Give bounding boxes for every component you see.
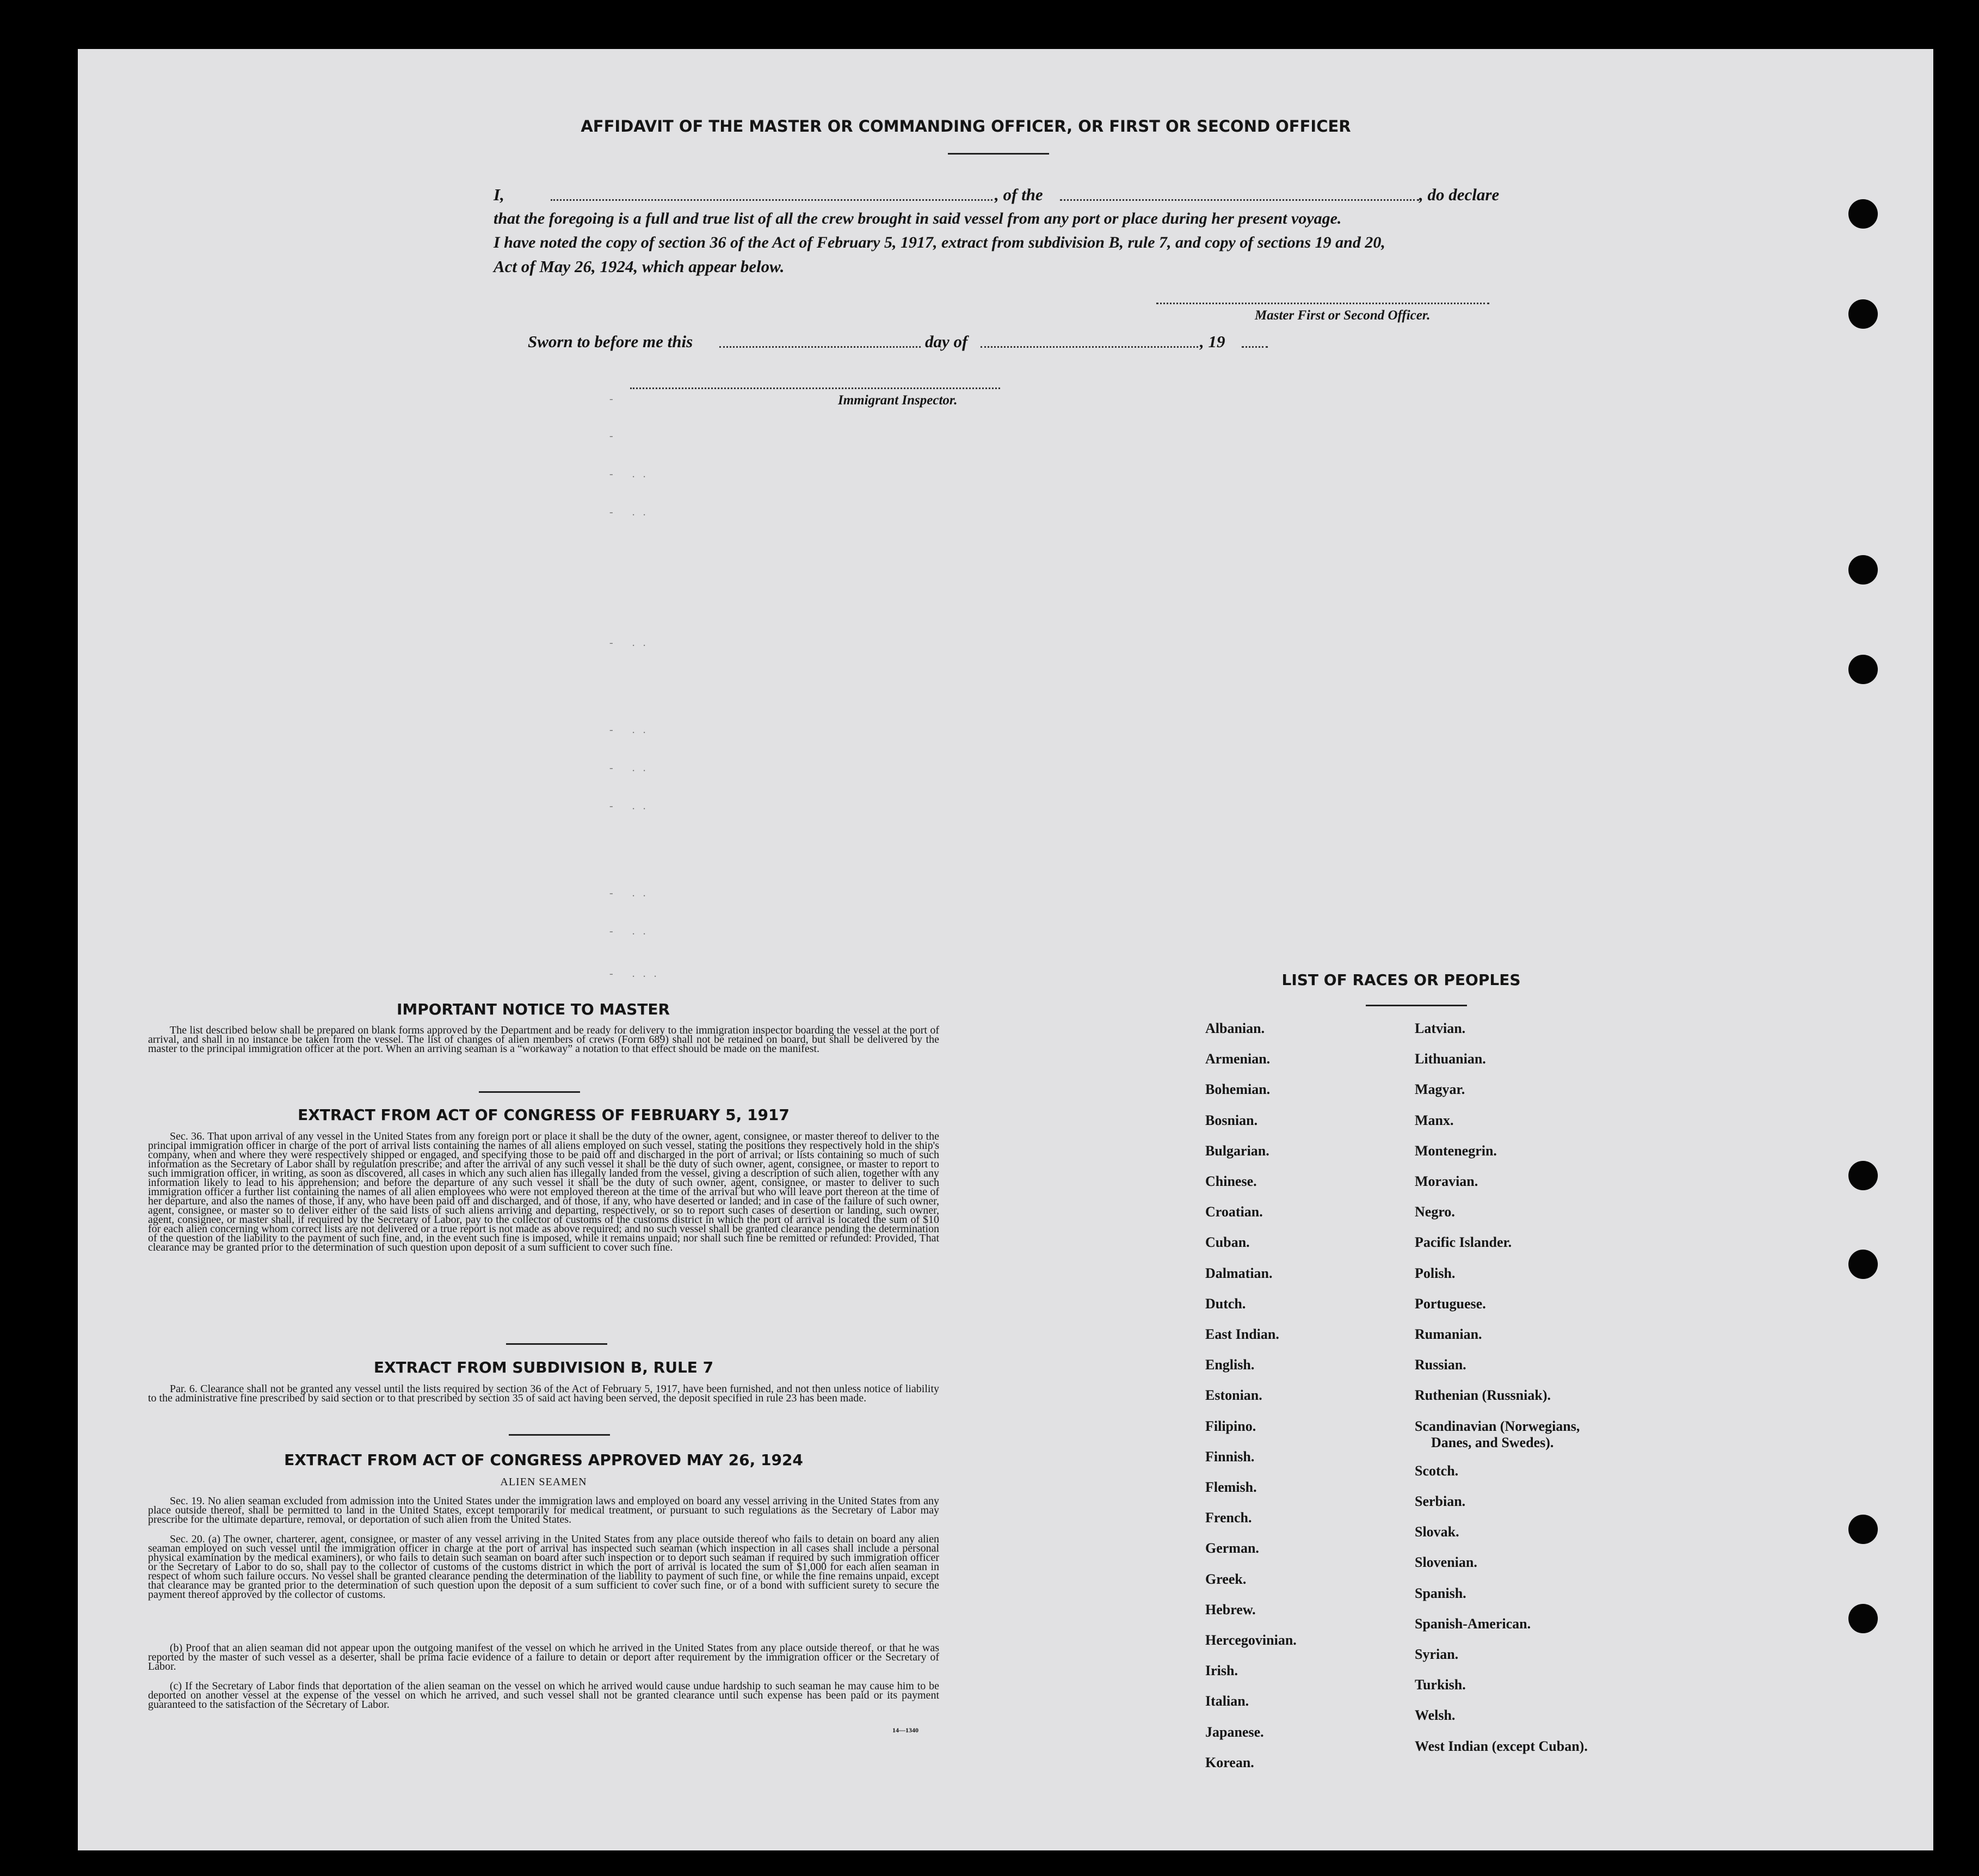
margin-mark: - . . (609, 887, 646, 899)
extract-1917-title: EXTRACT FROM ACT OF CONGRESS OF FEBRUARY 5, 1917 (298, 1106, 790, 1124)
extract-1917-body: Sec. 36. That upon arrival of any vessel in the United States from any foreign port or place it shall be the duty of the owner, agent, consignee, or master thereof to deliver to the principal immigration officer in charge of the port of arrival lists containing the names of all aliens employed on such vessel, stating the positions they respectively hold in the ship's company, when and where they were respectively shipped or engaged, and specifying those to be paid off and discharged in the port of arrival; or lists containing so much of such information as the Secretary of Labor shall by regulation prescribe; and after the arrival of any such vessel it shall be the duty of such owner, agent, consignee, or master to report to such immigration officer, in writing, as soon as discovered, all cases in which any such alien has illegally landed from the vessel, giving a description of such alien, together with any information likely to lead to his apprehension; and before the departure of any such vessel it shall be the duty of such owner, agent, consignee, or master to deliver to such immigration officer a further list containing the names of all alien employees who were not employed thereon at the time of the arrival but who will leave port thereon at the time of her departure, and also the names of those, if any, who have been paid off and discharged, and of those, if any, who have deserted or landed; and in case of the failure of such owner, agent, consignee, or master so to deliver either of the said lists of such aliens arriving and departing, respectively, or so to report such cases of desertion or landing, such owner, agent, consignee, or master shall, if required by the Secretary of Labor, pay to the collector of customs of the customs district in which the port of arrival is located the sum of $10 for each alien concerning whom correct lists are not delivered or a true report is not made as above required; and no such vessel shall be granted clearance pending the determination of the question of the liability to the payment of such fine, and, in the event such fine is imposed, while it remains unpaid; nor shall such fine be remitted or refunded: Provided, That clearance may be granted prior to the determination of such question upon deposit of a sum sufficient to cover such fine. (148, 1130, 939, 1253)
race-item: Portuguese. (1415, 1295, 1486, 1312)
extract-rule7-body: Par. 6. Clearance shall not be granted any vessel until the lists required by section 36 of the Act of February 5, 1917, have been furnished, and not then unless notice of liability to the administrative fine prescribed by said section or to that prescribed by section 35 of said act having been served, the deposit specified in rule 23 has been made. (148, 1383, 939, 1404)
race-item: English. (1205, 1357, 1255, 1373)
punch-hole (1848, 555, 1878, 585)
inspector-label: Immigrant Inspector. (838, 393, 958, 408)
race-item: Irish. (1205, 1663, 1238, 1679)
punch-hole (1848, 199, 1878, 229)
affidavit-declare: , do declare (1419, 185, 1500, 204)
race-item-continuation: Danes, and Swedes). (1431, 1434, 1554, 1450)
race-item: Hercegovinian. (1205, 1632, 1297, 1648)
affidavit-line3: I have noted the copy of section 36 of the Act of February 5, 1917, extract from subdivision B, rule 7, and copy of sections 19 and 20, (494, 233, 1385, 251)
notice-body: The list described below shall be prepared on blank forms approved by the Department and be ready for delivery to the immigration inspector boarding the vessel at the port of arrival, and shall in no instance be taken from the vessel. The list of changes of alien members of crews (Form 689) shall not be retained on board, but shall be delivered by the master to the principal immigration officer at the port. When an arriving seaman is a “workaway” a notation to that effect should be made on the manifest. (148, 1024, 939, 1055)
punch-hole (1848, 1604, 1878, 1633)
divider (479, 1091, 580, 1093)
margin-mark: - . . (609, 800, 646, 812)
race-item: Manx. (1415, 1112, 1454, 1128)
race-item: Negro. (1415, 1204, 1455, 1220)
name-field[interactable] (551, 199, 992, 201)
form-number: 14—1340 (892, 1726, 918, 1734)
punch-hole (1848, 299, 1878, 329)
sworn-text: Sworn to before me this (528, 332, 693, 351)
vessel-field[interactable] (1060, 199, 1419, 201)
race-item: German. (1205, 1540, 1259, 1557)
sworn-month-field[interactable] (981, 346, 1198, 348)
race-item: Cuban. (1205, 1234, 1250, 1251)
race-item: Finnish. (1205, 1448, 1255, 1465)
race-item: Bosnian. (1205, 1112, 1258, 1128)
race-item: Ruthenian (Russniak). (1415, 1387, 1551, 1404)
race-item: Chinese. (1205, 1173, 1257, 1189)
races-title: LIST OF RACES OR PEOPLES (1281, 971, 1521, 989)
divider (1366, 1005, 1467, 1006)
race-item: Serbian. (1415, 1493, 1466, 1509)
day-of-text: day of (925, 332, 968, 351)
race-item: Dutch. (1205, 1295, 1246, 1312)
race-item: Hebrew. (1205, 1601, 1256, 1617)
race-item: Bulgarian. (1205, 1142, 1269, 1159)
race-item: Scotch. (1415, 1462, 1459, 1479)
punch-hole (1848, 1515, 1878, 1544)
race-item: Italian. (1205, 1693, 1249, 1709)
margin-mark: - (609, 393, 613, 405)
race-item: Spanish-American. (1415, 1615, 1531, 1632)
master-label: Master First or Second Officer. (1255, 308, 1431, 323)
extract-1924-sec20b: (b) Proof that an alien seaman did not appear upon the outgoing manifest of the vessel on which he arrived in the United States from any place outside thereof, or that he was reported by the master of such vessel as a deserter, shall be prima facie evidence of a failure to detain or deport after requirement by the immigration officer or the Secretary of Labor. (148, 1642, 939, 1672)
margin-mark: - . . (609, 762, 646, 774)
race-item: Dalmatian. (1205, 1265, 1273, 1281)
extract-rule7-title: EXTRACT FROM SUBDIVISION B, RULE 7 (373, 1358, 714, 1376)
race-item: Welsh. (1415, 1707, 1456, 1724)
race-item: Russian. (1415, 1357, 1466, 1373)
race-item: Flemish. (1205, 1479, 1257, 1495)
margin-mark: - . . (609, 925, 646, 937)
race-item: Spanish. (1415, 1585, 1466, 1601)
sworn-year-field[interactable] (1242, 346, 1268, 348)
race-item: Albanian. (1205, 1020, 1265, 1036)
race-item: Syrian. (1415, 1646, 1459, 1662)
race-item: Lithuanian. (1415, 1051, 1486, 1067)
affidavit-title: AFFIDAVIT OF THE MASTER OR COMMANDING OFFICER, OR FIRST OR SECOND OFFICER (581, 117, 1351, 136)
race-item: Filipino. (1205, 1418, 1256, 1434)
extract-1924-title: EXTRACT FROM ACT OF CONGRESS APPROVED MAY 26, 1924 (284, 1451, 803, 1469)
punch-hole (1848, 655, 1878, 684)
divider (509, 1434, 610, 1436)
margin-mark: - . . (609, 724, 646, 736)
race-item: Estonian. (1205, 1387, 1262, 1404)
master-signature-field[interactable] (1156, 303, 1489, 304)
race-item: Rumanian. (1415, 1326, 1482, 1342)
race-item: Moravian. (1415, 1173, 1478, 1189)
race-item: Slovak. (1415, 1524, 1459, 1540)
affidavit-of-the: , of the (995, 185, 1043, 204)
race-item: Turkish. (1415, 1677, 1466, 1693)
race-item: Korean. (1205, 1754, 1254, 1770)
year-text: , 19 (1200, 332, 1225, 351)
race-item: Japanese. (1205, 1724, 1264, 1740)
inspector-signature-field[interactable] (630, 387, 1000, 389)
race-item: Slovenian. (1415, 1554, 1477, 1571)
race-item: Montenegrin. (1415, 1142, 1497, 1159)
extract-1924-sec20a: Sec. 20. (a) The owner, charterer, agent, consignee, or master of any vessel arriving in the United States from any place outside thereof who fails to detain on board any alien seaman employed on such vessel until the immigration officer in charge at the port of arrival has inspected such seaman (which inspection in all cases shall include a personal physical examination by the medical examiners), or who fails to detain such seaman on board after such inspection or to deport such seaman if required by such immigration officer or the Secretary of Labor to do so, shall pay to the collector of customs of the customs district in which the port of arrival is located the sum of $1,000 for each alien seaman in respect of whom such failure occurs. No vessel shall be granted clearance pending the determination of the liability to payment of such fine, or while the fine remains unpaid, except that clearance may be granted prior to the determination of such question upon the deposit of a sum sufficient to cover such fine, or of a bond with sufficient surety to secure the payment thereof approved by the collector of customs. (148, 1533, 939, 1601)
race-item: Greek. (1205, 1571, 1247, 1587)
sworn-day-field[interactable] (719, 346, 921, 348)
race-item: Polish. (1415, 1265, 1456, 1281)
race-item: West Indian (except Cuban). (1415, 1738, 1588, 1754)
extract-1924-sec19: Sec. 19. No alien seaman excluded from admission into the United States under the immigration laws and employed on board any vessel arriving in the United States from any place outside thereof, shall be permitted to land in the United States, except temporarily for medical treatment, or pursuant to such regulations as the Secretary of Labor may prescribe for the ultimate departure, removal, or deportation of such alien from the United States. (148, 1495, 939, 1526)
punch-hole (1848, 1250, 1878, 1279)
divider (948, 153, 1049, 155)
race-item: Magyar. (1415, 1081, 1465, 1098)
race-item: French. (1205, 1510, 1252, 1526)
race-item: Scandinavian (Norwegians, (1415, 1418, 1580, 1434)
margin-mark: - . . (609, 506, 646, 518)
divider (506, 1343, 607, 1345)
margin-mark: - (609, 430, 613, 442)
margin-mark: - . . . (609, 968, 657, 980)
margin-mark: - . . (609, 468, 646, 480)
race-item: Croatian. (1205, 1204, 1263, 1220)
race-item: Latvian. (1415, 1020, 1466, 1036)
extract-1924-subtitle: ALIEN SEAMEN (500, 1476, 587, 1488)
affidavit-i: I, (494, 185, 504, 204)
notice-title: IMPORTANT NOTICE TO MASTER (396, 1000, 670, 1018)
punch-hole (1848, 1161, 1878, 1190)
race-item: Bohemian. (1205, 1081, 1271, 1098)
race-item: East Indian. (1205, 1326, 1279, 1342)
margin-mark: - . . (609, 637, 646, 649)
affidavit-line2: that the foregoing is a full and true list of all the crew brought in said vessel from any port or place during her present voyage. (494, 210, 1342, 227)
race-item: Armenian. (1205, 1051, 1271, 1067)
affidavit-line4: Act of May 26, 1924, which appear below. (494, 257, 785, 276)
race-item: Pacific Islander. (1415, 1234, 1512, 1251)
extract-1924-sec20c: (c) If the Secretary of Labor finds that deportation of the alien seaman on the vessel on which he arrived would cause undue hardship to such seaman he may cause him to be deported on another vessel at the expense of the vessel on which he arrived, and such vessel shall not be granted clearance until such expense has been paid or its payment guaranteed to the satisfaction of the Secretary of Labor. (148, 1680, 939, 1711)
